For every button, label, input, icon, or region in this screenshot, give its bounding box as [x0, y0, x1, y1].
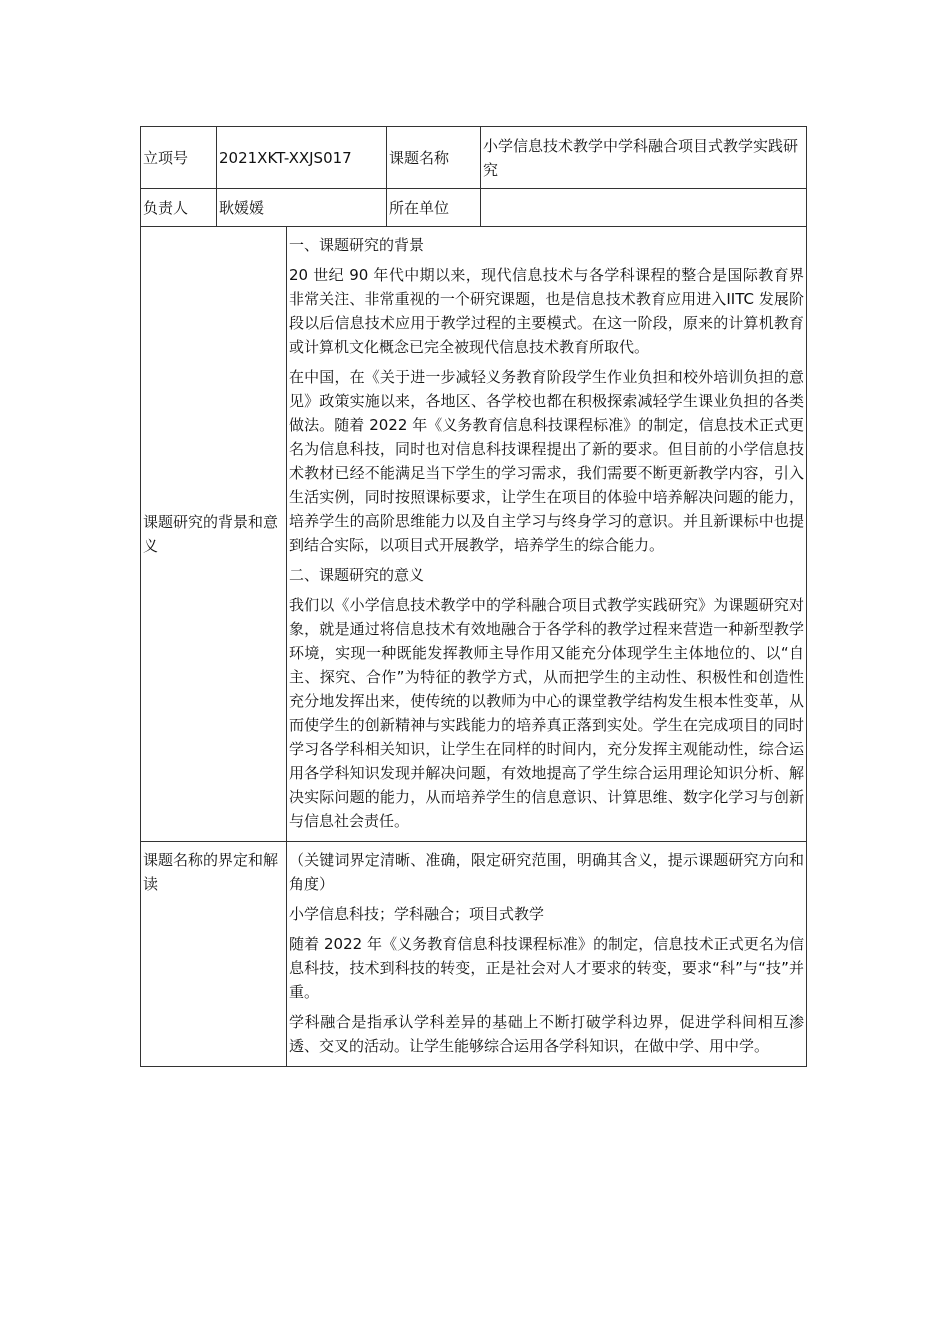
background-label: 课题研究的背景和意义	[141, 227, 287, 842]
project-info-table	[140, 126, 807, 1067]
title-label: 课题名称	[387, 127, 481, 189]
background-paragraph-2: 在中国，在《关于进一步减轻义务教育阶段学生作业负担和校外培训负担的意见》政策实施以来，各地区、各学校也都在积极探索减轻学生课业负担的各类做法。随着 2022 年《义务教育信息科技课程标准》的制定，信息技术正式更名为信息科技，同时也对信息科技课程提出了新的要求。但目前的小学信息技术教材已经不能满足当下学生的学习需求，我们需要不断更新教学内容，引入生活实例，同时按照课标要求，让学生在项目的体验中培养解决问题的能力，培养学生的高阶思维能力以及自主学习与终身学习的意识。并且新课标中也提到结合实际，以项目式开展教学，培养学生的综合能力。	[289, 368, 805, 554]
table-row	[141, 842, 807, 1067]
unit-label: 所在单位	[387, 189, 481, 227]
title-value: 小学信息技术教学中学科融合项目式教学实践研究	[481, 127, 807, 189]
background-content	[287, 227, 807, 842]
background-heading-1: 一、课题研究的背景	[289, 236, 425, 254]
leader-value: 耿媛媛	[217, 189, 387, 227]
table-row	[141, 227, 807, 842]
background-paragraph-3: 我们以《小学信息技术教学中的学科融合项目式教学实践研究》为课题研究对象，就是通过将信息技术有效地融合于各学科的教学过程来营造一种新型教学环境，实现一种既能发挥教师主导作用又能充分体现学生主体地位的、以“自主、探究、合作”为特征的教学方式，从而把学生的主动性、积极性和创造性充分地发挥出来，使传统的以教师为中心的课堂教学结构发生根本性变革，从而使学生的创新精神与实践能力的培养真正落到实处。学生在完成项目的同时学习各学科相关知识，让学生在同样的时间内，充分发挥主观能动性，综合运用各学科知识发现并解决问题，有效地提高了学生综合运用理论知识分析、解决实际问题的能力，从而培养学生的信息意识、计算思维、数字化学习与创新与信息社会责任。	[289, 596, 805, 830]
table-row	[141, 189, 807, 227]
background-paragraph-1: 20 世纪 90 年代中期以来，现代信息技术与各学科课程的整合是国际教育界非常关注、非常重视的一个研究课题，也是信息技术教育应用进入IITC 发展阶段以后信息技术应用于教学过程的主要模式。在这一阶段，原来的计算机教育或计算机文化概念已完全被现代信息技术教育所取代。	[289, 266, 805, 356]
definition-paragraph-2: 学科融合是指承认学科差异的基础上不断打破学科边界，促进学科间相互渗透、交叉的活动。让学生能够综合运用各学科知识，在做中学、用中学。	[289, 1013, 805, 1055]
table-row	[141, 127, 807, 189]
project-no-value: 2021XKT-XXJS017	[217, 127, 387, 189]
background-heading-2: 二、课题研究的意义	[289, 566, 425, 584]
definition-paragraph-1: 随着 2022 年《义务教育信息科技课程标准》的制定，信息技术正式更名为信息科技，技术到科技的转变，正是社会对人才要求的转变，要求“科”与“技”并重。	[289, 935, 805, 1001]
definition-keywords: 小学信息科技；学科融合；项目式教学	[289, 905, 545, 923]
leader-label: 负责人	[141, 189, 217, 227]
unit-value	[481, 189, 807, 227]
definition-note: （关键词界定清晰、准确，限定研究范围，明确其含义，提示课题研究方向和角度）	[289, 851, 805, 893]
definition-content	[287, 842, 807, 1067]
project-no-label: 立项号	[141, 127, 217, 189]
definition-label: 课题名称的界定和解读	[141, 842, 287, 1067]
